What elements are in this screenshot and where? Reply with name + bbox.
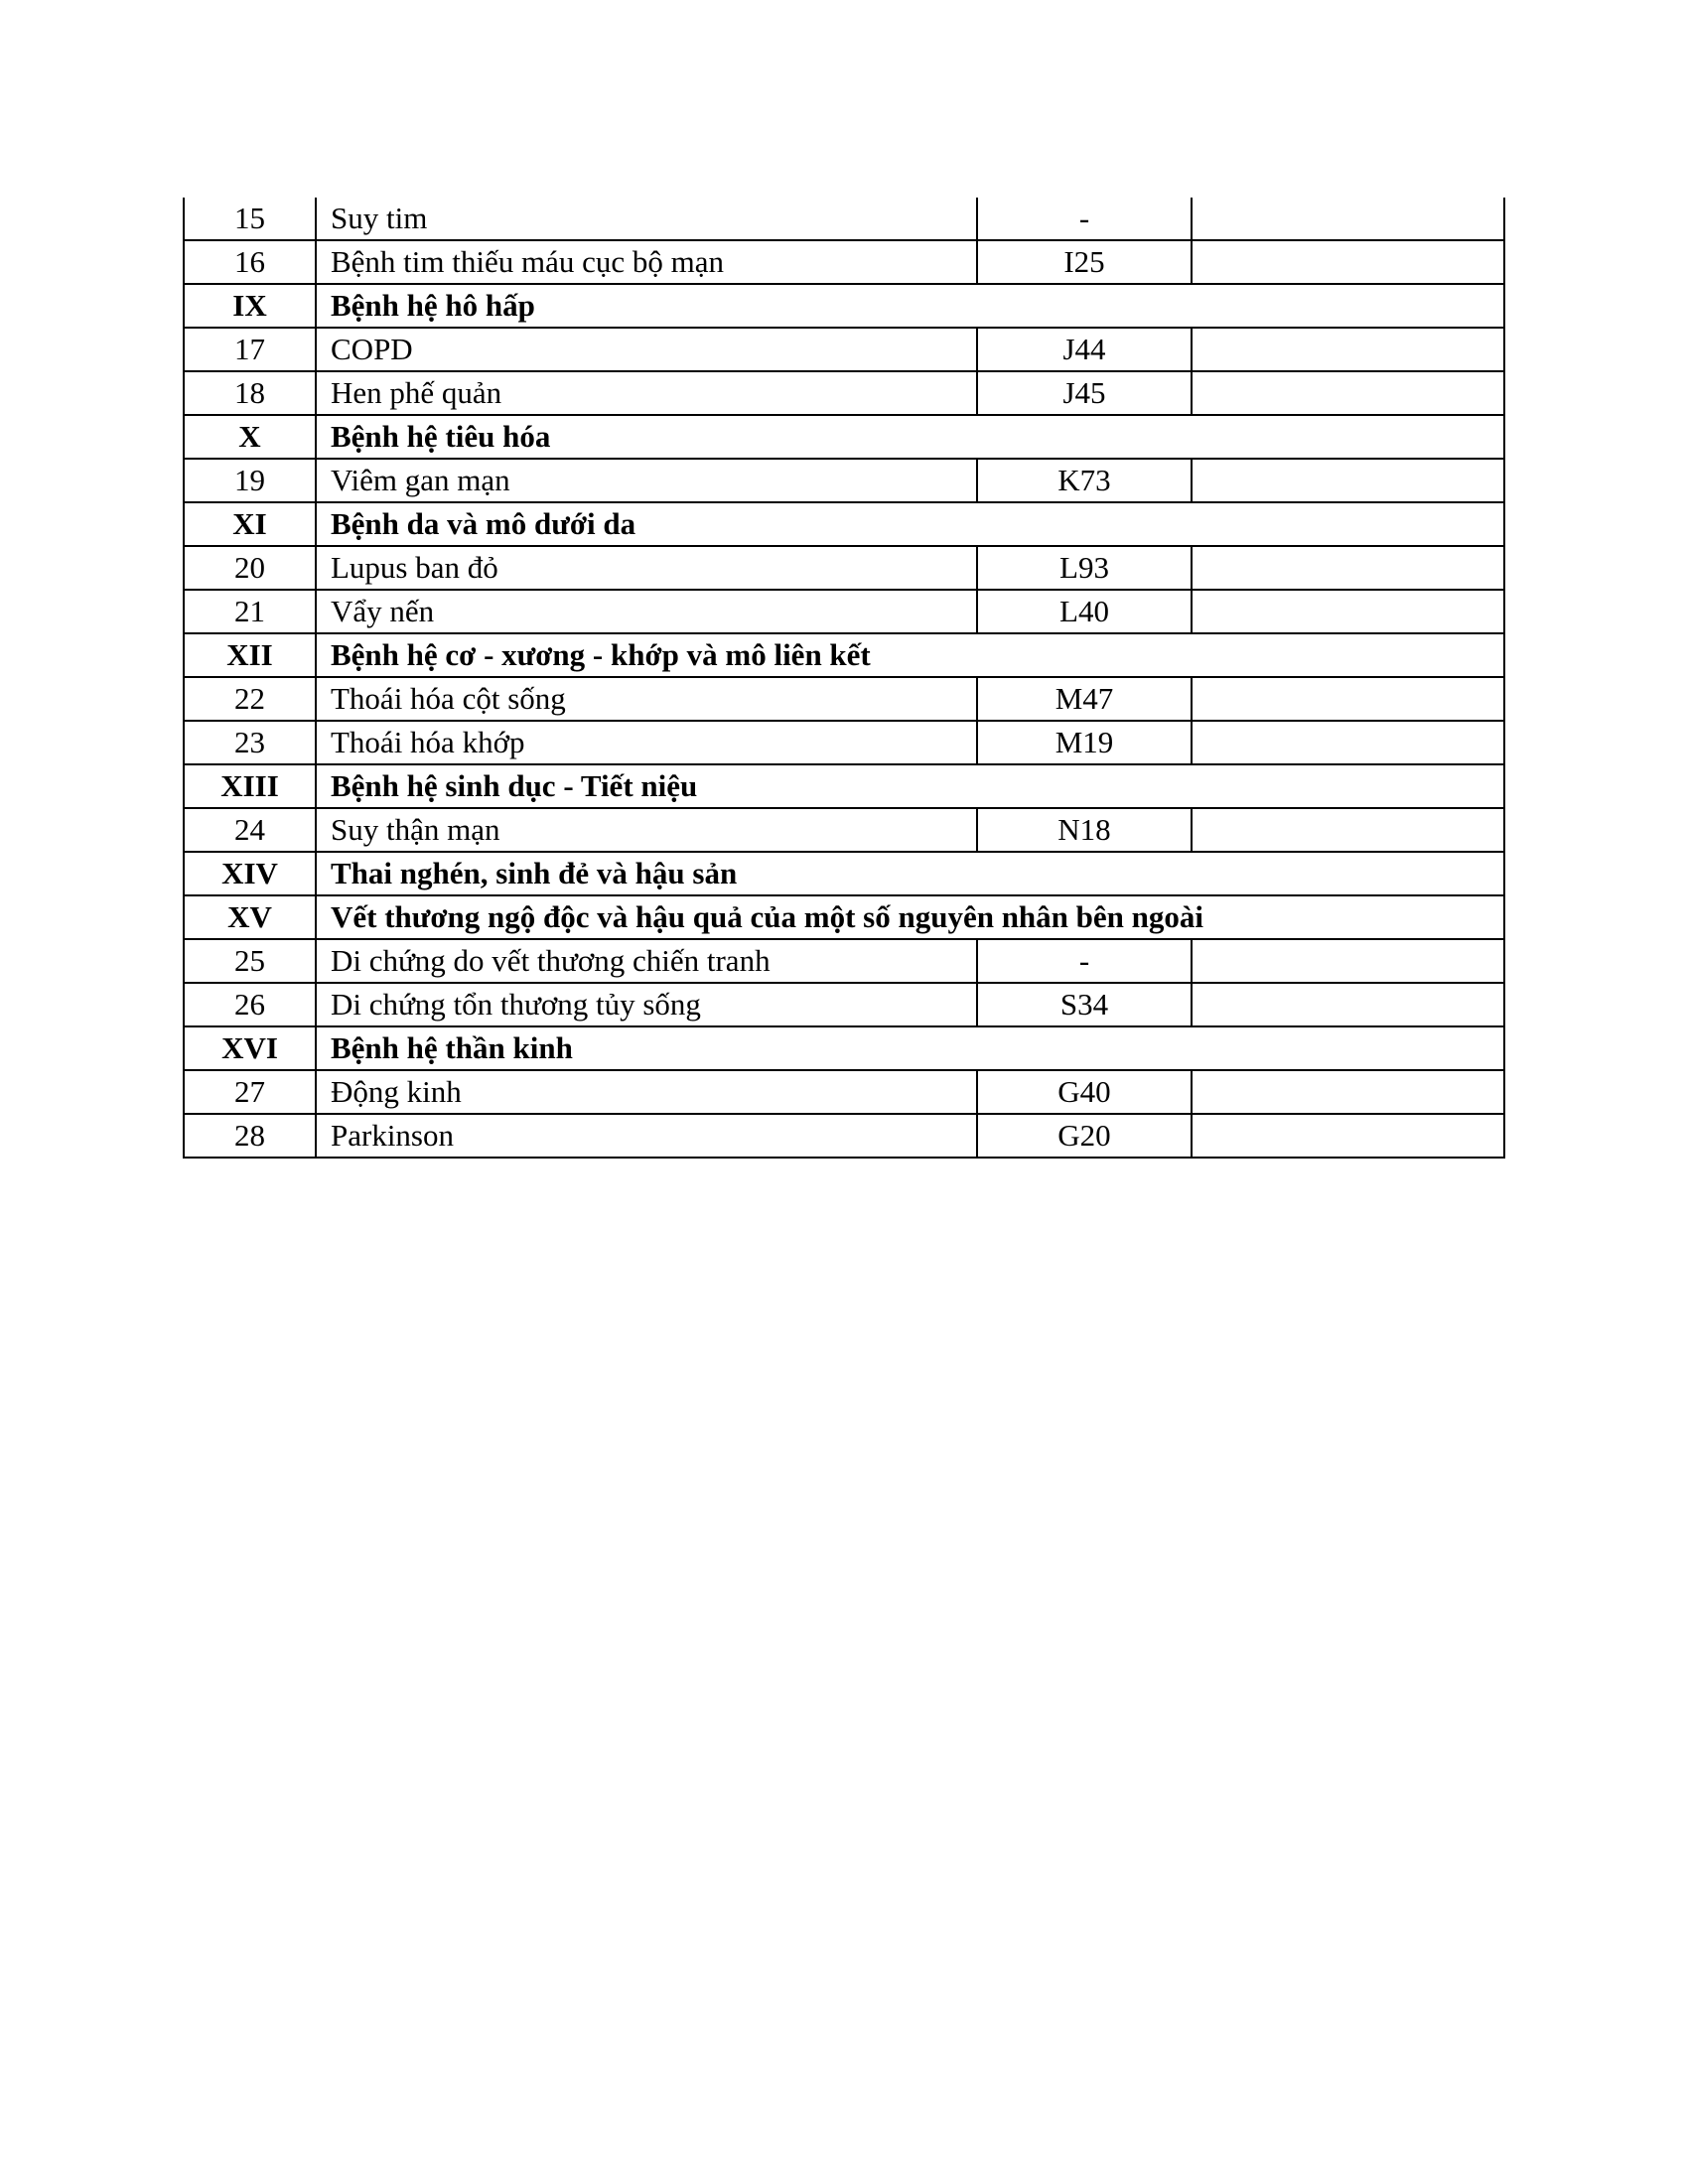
table-row [184,983,1504,1026]
row-number: 16 [184,240,316,284]
group-roman-numeral: XIII [184,764,316,808]
icd-code: G40 [977,1070,1192,1114]
table-row [184,240,1504,284]
row-number: 27 [184,1070,316,1114]
row-number: 17 [184,328,316,371]
row-number: 23 [184,721,316,764]
row-number: 19 [184,459,316,502]
icd-code: G20 [977,1114,1192,1158]
note-cell [1192,808,1504,852]
note-cell [1192,240,1504,284]
row-number: 21 [184,590,316,633]
row-number: 15 [184,198,316,240]
group-row [184,895,1504,939]
group-roman-numeral: XI [184,502,316,546]
group-roman-numeral: XII [184,633,316,677]
note-cell [1192,371,1504,415]
group-row [184,633,1504,677]
disease-name: Suy thận mạn [316,808,977,852]
disease-name: Hen phế quản [316,371,977,415]
table-row [184,721,1504,764]
row-number: 22 [184,677,316,721]
disease-name: Di chứng do vết thương chiến tranh [316,939,977,983]
icd-code: N18 [977,808,1192,852]
disease-name: Bệnh tim thiếu máu cục bộ mạn [316,240,977,284]
group-title: Bệnh da và mô dưới da [316,502,1504,546]
note-cell [1192,721,1504,764]
icd-code: S34 [977,983,1192,1026]
disease-name: Di chứng tổn thương tủy sống [316,983,977,1026]
table-row [184,677,1504,721]
group-row [184,284,1504,328]
disease-name: Lupus ban đỏ [316,546,977,590]
group-title: Bệnh hệ cơ - xương - khớp và mô liên kết [316,633,1504,677]
group-roman-numeral: X [184,415,316,459]
table-row [184,328,1504,371]
note-cell [1192,677,1504,721]
group-row [184,764,1504,808]
icd-code: L93 [977,546,1192,590]
note-cell [1192,459,1504,502]
note-cell [1192,590,1504,633]
group-title: Bệnh hệ hô hấp [316,284,1504,328]
icd-code: J44 [977,328,1192,371]
note-cell [1192,328,1504,371]
group-row [184,502,1504,546]
group-roman-numeral: IX [184,284,316,328]
note-cell [1192,1114,1504,1158]
note-cell [1192,546,1504,590]
table-row [184,371,1504,415]
disease-name: Thoái hóa cột sống [316,677,977,721]
icd-code: K73 [977,459,1192,502]
disease-name: Thoái hóa khớp [316,721,977,764]
icd-code: - [977,198,1192,240]
row-number: 18 [184,371,316,415]
disease-name: Vẩy nến [316,590,977,633]
group-roman-numeral: XV [184,895,316,939]
group-row [184,415,1504,459]
disease-name: Suy tim [316,198,977,240]
table-row [184,459,1504,502]
group-title: Thai nghén, sinh đẻ và hậu sản [316,852,1504,895]
icd-code: M47 [977,677,1192,721]
group-title: Vết thương ngộ độc và hậu quả của một số nguyên nhân bên ngoài [316,895,1504,939]
group-title: Bệnh hệ sinh dục - Tiết niệu [316,764,1504,808]
disease-code-table [183,198,1505,1159]
icd-code: J45 [977,371,1192,415]
icd-code: M19 [977,721,1192,764]
icd-code: L40 [977,590,1192,633]
group-roman-numeral: XVI [184,1026,316,1070]
note-cell [1192,983,1504,1026]
row-number: 26 [184,983,316,1026]
table-row [184,939,1504,983]
table-row [184,546,1504,590]
note-cell [1192,1070,1504,1114]
group-row [184,1026,1504,1070]
table-row [184,198,1504,240]
table-row [184,808,1504,852]
icd-code: - [977,939,1192,983]
row-number: 28 [184,1114,316,1158]
group-row [184,852,1504,895]
row-number: 20 [184,546,316,590]
table-row [184,1070,1504,1114]
disease-name: Động kinh [316,1070,977,1114]
icd-code: I25 [977,240,1192,284]
row-number: 24 [184,808,316,852]
table-row [184,1114,1504,1158]
disease-name: Parkinson [316,1114,977,1158]
group-roman-numeral: XIV [184,852,316,895]
disease-name: COPD [316,328,977,371]
note-cell [1192,939,1504,983]
note-cell [1192,198,1504,240]
row-number: 25 [184,939,316,983]
table-row [184,590,1504,633]
group-title: Bệnh hệ tiêu hóa [316,415,1504,459]
group-title: Bệnh hệ thần kinh [316,1026,1504,1070]
disease-name: Viêm gan mạn [316,459,977,502]
table-body [184,198,1504,1158]
